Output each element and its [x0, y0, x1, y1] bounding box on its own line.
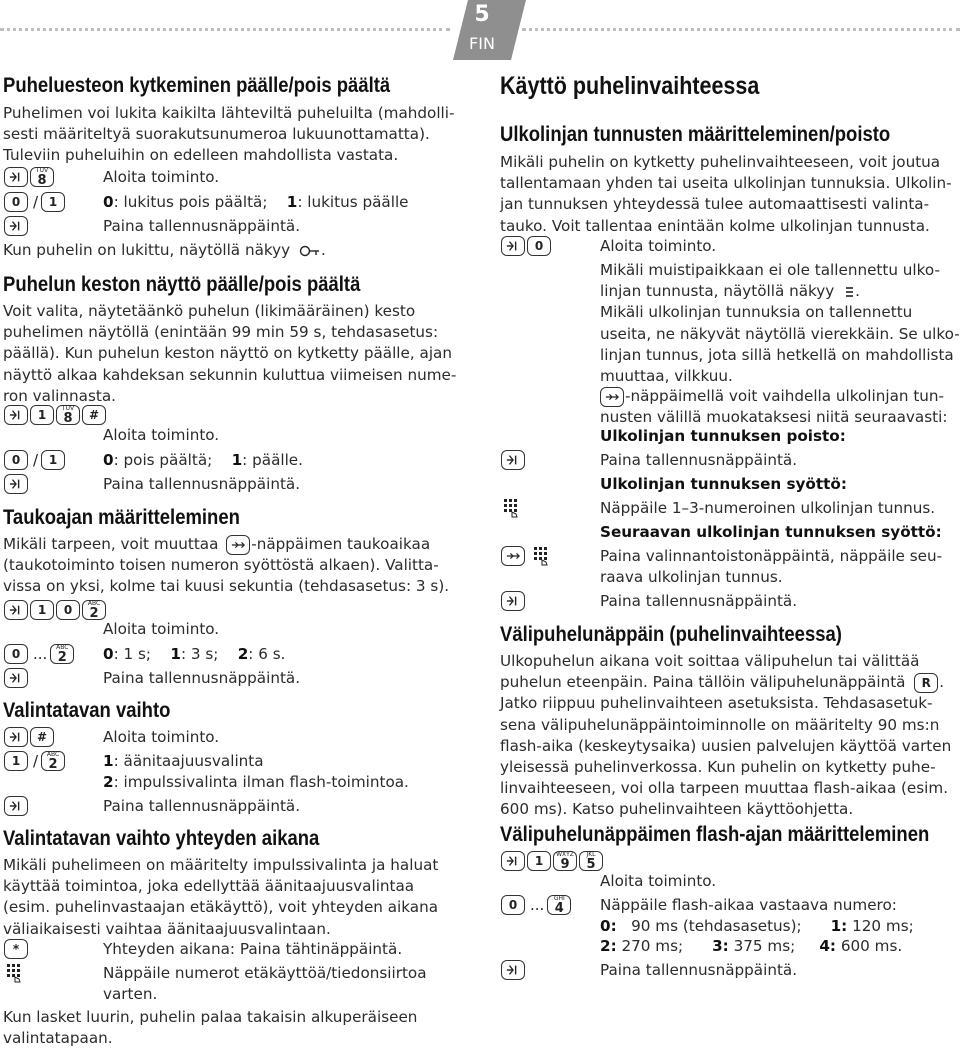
- instruction-text: raava ulkolinjan tunnus.: [600, 568, 783, 586]
- key-0-icon: 0: [4, 450, 28, 470]
- instruction-text: Aloita toiminto.: [103, 620, 220, 638]
- instruction-text: Paina tallennusnäppäintä.: [103, 217, 301, 235]
- flash-options-row1: 0: 90 ms (tehdasasetus); 1: 120 ms;: [600, 917, 914, 935]
- enter-key-icon: [501, 851, 525, 871]
- section-title-dial-mode: Valintatavan vaihto: [3, 699, 171, 722]
- access-codes-display-note: Mikäli muistipaikkaan ei ole tallennettu ulko- linjan tunnusta, näytöllä näkyy . Mikäli ulkolinjan tunnuksia on tallennettu useita, ne näkyvät näytöllä vierekkäin. Se ulko- linjan tunnus, jota sillä hetkellä on mahdollista muuttaa, vilkkuu.: [600, 261, 960, 386]
- instruction-text: Näppäile 1–3-numeroinen ulkolinjan tunnus.: [600, 499, 936, 517]
- key-1-icon: 1: [30, 600, 54, 620]
- section-title-access-codes: Ulkolinjan tunnusten määritteleminen/poisto: [500, 123, 891, 146]
- enter-key-icon: [4, 796, 28, 816]
- enter-key-icon: [4, 727, 28, 747]
- enter-key-icon: [4, 668, 28, 688]
- key-sequence: [4, 600, 108, 620]
- instruction-text: Paina valinnantoistonäppäintä, näppäile seu-: [600, 547, 943, 565]
- subheading-next: Seuraavan ulkolinjan tunnuksen syöttö:: [600, 523, 942, 541]
- key-sequence: [503, 498, 521, 518]
- key-1-icon: 1: [41, 450, 65, 470]
- section-title-call-barring: Puheluesteon kytkeminen päälle/pois päältä: [3, 74, 391, 97]
- redial-navigation-note: -näppäimellä voit vaihdella ulkolinjan tun- nusten välillä muokataksesi niitä seuraavasti:: [600, 387, 948, 427]
- key-choice: 0 / 1: [4, 192, 67, 212]
- recall-key-intro: Ulkopuhelun aikana voit soittaa välipuhelun tai välittää puhelun eteenpäin. Paina tällöin välipuhelunäppäintä R . Jatko riippuu puhelinvaihteen asetuksista. Tehdasasetuk- sena välipuhelunäppäintoiminnolle on määritelty 90 ms:n flash-aika (keskeytysaika) uusien palvelujen käyttöä varten yleisessä puhelinverkossa. Kun puhelin on kytketty puhe- linvaihteeseen, voi olla tarpeen muuttaa flash-aikaa (esim. 600 ms). Katso puhelinvaihteen käyttöohjetta.: [500, 652, 952, 819]
- keypad-icon: [503, 498, 521, 518]
- key-sequence: [501, 546, 551, 566]
- key-sequence: [501, 851, 605, 871]
- key-1-icon: 1: [4, 751, 28, 771]
- key-sequence: [501, 236, 553, 256]
- option-text: 0: lukitus pois päältä; 1: lukitus päälle: [103, 193, 409, 211]
- recall-key-icon: R: [914, 673, 938, 693]
- instruction-text: Aloita toiminto.: [103, 728, 220, 746]
- language-code: FIN: [469, 34, 495, 53]
- key-8-icon: TUV 8: [30, 167, 54, 187]
- key-2-icon: ABC 2: [41, 751, 65, 771]
- instruction-text: Paina tallennusnäppäintä.: [600, 961, 798, 979]
- enter-key-icon: [4, 216, 28, 236]
- key-0-icon: 0: [4, 192, 28, 212]
- section-title-pause: Taukoajan määritteleminen: [3, 506, 240, 529]
- flash-options-row2: 2: 270 ms; 3: 375 ms; 4: 600 ms.: [600, 937, 903, 955]
- key-5-icon: JKL 5: [579, 851, 603, 871]
- enter-key-icon: [501, 591, 525, 611]
- key-choice: 1 / ABC 2: [4, 751, 67, 771]
- option-text: 0: 1 s; 1: 3 s; 2: 6 s.: [103, 645, 286, 663]
- key-0-icon: 0: [56, 600, 80, 620]
- keypad-icon: [533, 546, 551, 566]
- instruction-text: Yhteyden aikana: Paina tähtinäppäintä.: [103, 940, 403, 958]
- key-sequence: [4, 405, 108, 425]
- pause-intro: Mikäli tarpeen, voit muuttaa -näppäimen taukoaikaa (taukotoiminto toisen numeron syöttöstä alkaen). Valitta- vissa on yksi, kolme tai kuusi sekuntia (tehdasasetus: 3 s).: [3, 535, 450, 596]
- instruction-text: Aloita toiminto.: [103, 168, 220, 186]
- call-barring-intro: Puhelimen voi lukita kaikilta lähteviltä puheluilta (mahdolli- sesti määriteltyä suorakutsunumeroa lukuunottamatta). Tuleviin puheluihin on edelleen mahdollista vastata.: [3, 104, 455, 165]
- key-2-icon: ABC 2: [82, 600, 106, 620]
- enter-key-icon: [4, 405, 28, 425]
- key-sequence: [501, 591, 527, 611]
- section-title-call-duration: Puhelun keston näyttö päälle/pois päältä: [3, 273, 361, 296]
- access-codes-intro: Mikäli puhelin on kytketty puhelinvaihteeseen, voit joutua tallentamaan yhden tai useita ulkolinjan tunnuksia. Ulkolin- jan tunnuksen yhteydessä tulee automaattisesti valinta- tauko. Voit tallentaa enintään kolme ulkolinjan tunnusta.: [500, 153, 952, 235]
- key-8-icon: TUV 8: [56, 405, 80, 425]
- key-choice: 0 / 1: [4, 450, 67, 470]
- key-sequence: [4, 939, 30, 959]
- option-text: 1: äänitaajuusvalinta: [103, 752, 264, 770]
- instruction-text: Aloita toiminto.: [103, 426, 220, 444]
- key-2-icon: ABC 2: [50, 644, 74, 664]
- keypad-icon: [6, 963, 24, 983]
- option-text: 0: pois päältä; 1: päälle.: [103, 451, 303, 469]
- key-0-icon: 0: [501, 895, 525, 915]
- instruction-text: Paina tallennusnäppäintä.: [600, 451, 798, 469]
- key-1-icon: 1: [41, 192, 65, 212]
- key-lock-icon: [299, 244, 321, 258]
- enter-key-icon: [501, 960, 525, 980]
- instruction-text: Näppäile flash-aikaa vastaava numero:: [600, 896, 897, 914]
- enter-key-icon: [4, 167, 28, 187]
- header-rule-right: [522, 28, 960, 31]
- dial-mode-call-outro: Kun lasket luurin, puhelin palaa takaisin alkuperäiseen valintatapaan.: [3, 1008, 418, 1048]
- hash-key-icon: #: [30, 727, 54, 747]
- key-sequence: [501, 960, 527, 980]
- key-4-icon: GHI 4: [547, 895, 571, 915]
- redial-key-icon: [600, 387, 624, 407]
- enter-key-icon: [4, 600, 28, 620]
- key-sequence: [4, 727, 56, 747]
- instruction-text: varten.: [103, 985, 158, 1003]
- key-sequence: [4, 167, 56, 187]
- instruction-text: Aloita toiminto.: [600, 872, 717, 890]
- key-sequence: [501, 450, 527, 470]
- redial-key-icon: [226, 535, 250, 555]
- key-sequence: [4, 668, 30, 688]
- hash-key-icon: #: [82, 405, 106, 425]
- key-9-icon: WXYZ 9: [553, 851, 577, 871]
- star-key-icon: *: [4, 939, 28, 959]
- key-range: 0 ... GHI 4: [501, 895, 573, 915]
- subheading-delete: Ulkolinjan tunnuksen poisto:: [600, 427, 846, 445]
- key-1-icon: 1: [527, 851, 551, 871]
- key-0-icon: 0: [527, 236, 551, 256]
- enter-key-icon: [501, 236, 525, 256]
- redial-key-icon: [501, 546, 525, 566]
- key-sequence: [4, 474, 30, 494]
- call-duration-intro: Voit valita, näytetäänkö puhelun (likimääräinen) kesto puhelimen näytöllä (enintään 99 min 59 s, tehdasasetus: päällä). Kun puhelun keston näyttö on kytketty päälle, ajan näyttö alkaa kahdeksan sekunnin kuluttua viimeisen nume- ron valinnasta.: [3, 302, 457, 405]
- chapter-title: Käyttö puhelinvaihteessa: [500, 72, 760, 100]
- instruction-text: Aloita toiminto.: [600, 237, 717, 255]
- key-0-icon: 0: [4, 644, 28, 664]
- instruction-text: Paina tallennusnäppäintä.: [103, 797, 301, 815]
- enter-key-icon: [501, 450, 525, 470]
- dial-mode-call-intro: Mikäli puhelimeen on määritelty impulssivalinta ja haluat käyttää toimintoa, joka edellyttää äänitaajuusvalintaa (esim. puhelinvastaajan etäkäyttö), voit yhteyden aikana väliaikaisesti vaihtaa äänitaajuusvalintaan.: [3, 856, 439, 938]
- header-rule-left: [0, 28, 450, 31]
- section-title-dial-mode-call: Valintatavan vaihto yhteyden aikana: [3, 827, 320, 850]
- key-1-icon: 1: [30, 405, 54, 425]
- blank-code-icon: [843, 285, 855, 299]
- subheading-enter: Ulkolinjan tunnuksen syöttö:: [600, 475, 847, 493]
- key-sequence: [6, 963, 24, 983]
- page-number: 5: [474, 2, 490, 27]
- instruction-text: Paina tallennusnäppäintä.: [103, 475, 301, 493]
- instruction-text: Paina tallennusnäppäintä.: [103, 669, 301, 687]
- instruction-text: Paina tallennusnäppäintä.: [600, 592, 798, 610]
- option-text: 2: impulssivalinta ilman flash-toimintoa.: [103, 773, 409, 791]
- instruction-text: Näppäile numerot etäkäyttöä/tiedonsiirtoa: [103, 964, 427, 982]
- key-range: 0 ... ABC 2: [4, 644, 76, 664]
- lock-note: Kun puhelin on lukittu, näytöllä näkyy .: [3, 241, 326, 259]
- key-sequence: [4, 796, 30, 816]
- section-title-recall-key: Välipuhelunäppäin (puhelinvaihteessa): [500, 623, 842, 646]
- key-sequence: [4, 216, 30, 236]
- section-title-flash-time: Välipuhelunäppäimen flash-ajan määritteleminen: [500, 823, 930, 846]
- enter-key-icon: [4, 474, 28, 494]
